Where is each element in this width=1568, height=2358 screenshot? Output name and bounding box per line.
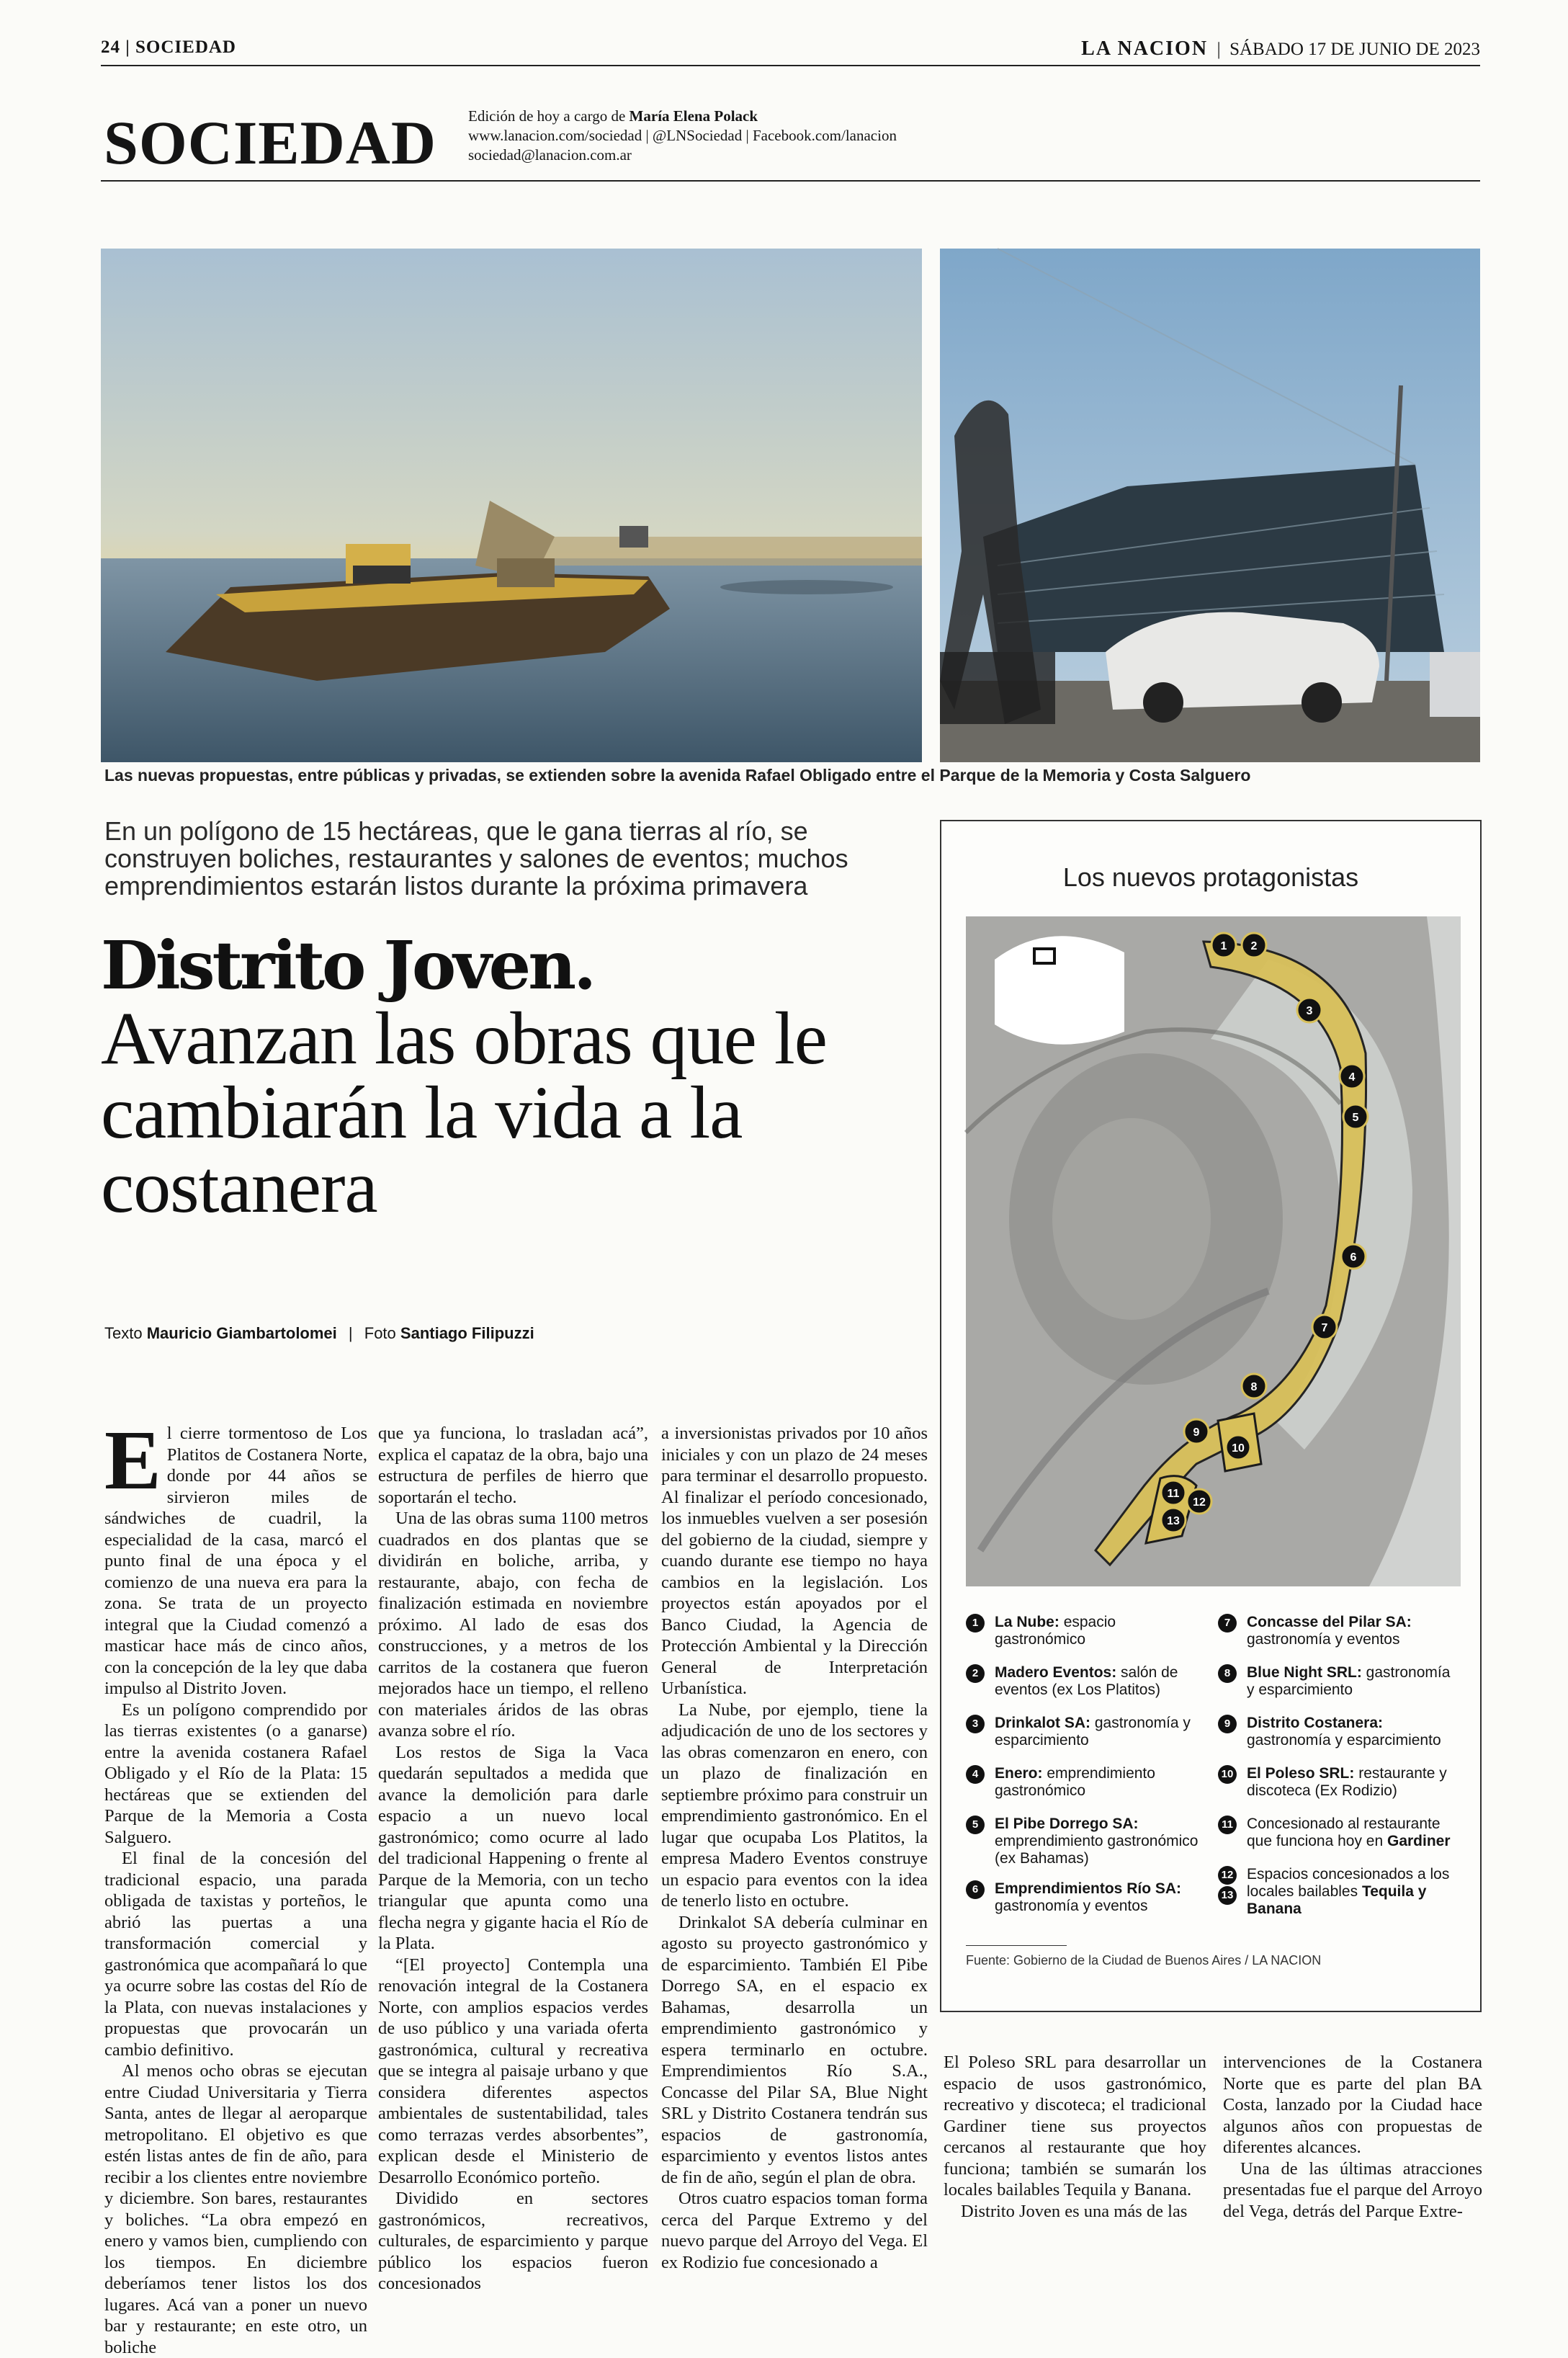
legend-number: 13 <box>1218 1886 1237 1905</box>
article-column-3 <box>661 1423 928 2272</box>
issue-date: SÁBADO 17 DE JUNIO DE 2023 <box>1229 40 1480 59</box>
legend-desc: emprendimiento gastronómico (ex Bahamas) <box>995 1833 1199 1867</box>
article-paragraph: Una de las obras suma 1100 metros cuadrados en dos plantas que se dividirán en boliche, arriba, y restaurante, abajo, con fecha de finalización estimada en noviembre próximo. Al lado de esas dos construcciones, y a metros de los carritos de la costanera que fueron mejorados hace un tiempo, el relleno con materiales áridos de las obras avanza sobre el río. <box>378 1509 648 1741</box>
map-marker-6 <box>1341 1244 1366 1269</box>
marker-label: 3 <box>1306 1005 1313 1017</box>
map-marker-1 <box>1211 933 1236 957</box>
article-paragraph: Otros cuatro espacios toman forma cerca del Parque Extremo y del nuevo parque del Arroyo del Vega. El ex Rodizio fue concesionado a <box>661 2189 928 2272</box>
legend-name: La Nube: <box>995 1614 1059 1630</box>
masthead-date: LA NACION | SÁBADO 17 DE JUNIO DE 2023 <box>1081 37 1480 60</box>
marker-label: 8 <box>1250 1381 1258 1393</box>
byline: Texto Mauricio Giambartolomei | Foto Santiago Filipuzzi <box>104 1324 534 1342</box>
marker-label: 9 <box>1193 1426 1200 1439</box>
aerial-map-svg <box>966 916 1461 1586</box>
paragraph-text: l cierre tormentoso de Los Platitos de Costanera Norte, donde por 44 años se sirvieron miles de sándwiches de cuadril, la especialidad de la casa, marcó el punto final de una época y el comienzo de una nueva era para la zona. Se trata de un proyecto integral que la Ciudad comenzó a masticar hace más de cinco años, con la concepción de la ley que daba impulso al Distrito Joven. <box>104 1424 367 1698</box>
map-marker-10 <box>1226 1435 1250 1460</box>
legend-number: 2 <box>966 1664 985 1683</box>
map-marker-11 <box>1161 1481 1186 1505</box>
infographic-box <box>940 820 1482 2012</box>
legend-desc: Espacios concesionados a los locales bailables <box>1247 1866 1450 1900</box>
article-paragraph: La Nube, por ejemplo, tiene la adjudicación de uno de los sectores y las obras comenzaron en enero, con un plazo de finalización en septiembre próximo para construir un emprendimiento gastronómico. En el lugar que ocupaba Los Platitos, la empresa Madero Eventos construye un espacio para eventos con la idea de tenerlo listo en octubre. <box>661 1700 928 1911</box>
marker-label: 6 <box>1350 1251 1357 1264</box>
legend-number: 6 <box>966 1880 985 1899</box>
article-column-5 <box>1223 2052 1482 2221</box>
article-paragraph: Dividido en sectores gastronómicos, recreativos, culturales, de esparcimiento y parque público los espacios fueron concesionados <box>378 2189 648 2293</box>
article-deck: En un polígono de 15 hectáreas, que le gana tierras al río, se construyen boliches, restaurantes y salones de eventos; muchos emprendimientos estarán listos durante la próxima primavera <box>104 816 848 901</box>
legend-desc: gastronomía y esparcimiento <box>995 1715 1191 1749</box>
byline-author: Mauricio Giambartolomei <box>146 1324 337 1342</box>
legend-name: El Poleso SRL: <box>1247 1765 1355 1782</box>
map-marker-7 <box>1312 1315 1337 1339</box>
running-header <box>101 35 1480 66</box>
legend-number: 8 <box>1218 1664 1237 1683</box>
map-marker-3 <box>1297 998 1322 1022</box>
section-credits <box>468 107 897 165</box>
article-paragraph: El final de la concesión del tradicional espacio, una parada obligada de taxistas y porteños, le abrió las puertas a una transformación comercial y gastronómica que acompañará lo que ya ocurre sobre las costas del Río de la Plata, con nuevas instalaciones y propuestas que provocarán un cambio definitivo. <box>104 1849 367 2060</box>
legend-name: Concasse del Pilar SA: <box>1247 1614 1412 1630</box>
drop-cap: E <box>104 1413 161 1507</box>
edition-prefix: Edición de hoy a cargo de <box>468 107 626 125</box>
legend-number: 5 <box>966 1816 985 1834</box>
legend-number: 9 <box>1218 1715 1237 1733</box>
legend-desc: gastronomía y eventos <box>1247 1631 1400 1648</box>
article-paragraph: que ya funciona, lo trasladan acá”, explica el capataz de la obra, bajo una estructura de perfiles de hierro que soportarán el techo. <box>378 1424 648 1507</box>
photo-pedestrian-car <box>940 249 1480 762</box>
marker-label: 5 <box>1352 1112 1359 1124</box>
legend-bold: Tequila y Banana <box>1247 1883 1427 1917</box>
marker-label: 2 <box>1250 940 1258 952</box>
legend-name: Blue Night SRL: <box>1247 1664 1362 1681</box>
infographic-source <box>966 1945 1463 1968</box>
article-paragraph: “[El proyecto] Contempla una renovación integral de la Costanera Norte, con amplios espacios verdes de uso público y una variada oferta gastronómica, cultural y recreativa que se integra al paisaje urbano y que considera diferentes aspectos ambientales de sustentabilidad, tales como terrazas verdes absorbentes”, explican desde el Ministerio de Desarrollo Económico porteño. <box>378 1955 648 2187</box>
marker-label: 1 <box>1220 940 1227 952</box>
legend-name: Enero: <box>995 1765 1043 1782</box>
map-marker-5 <box>1343 1104 1368 1129</box>
article-paragraph: El Poleso SRL para desarrollar un espacio de usos gastronómico, recreativo y discoteca; el tradicional Gardiner tiene sus proyectos cercanos al restaurante que hoy funciona; también se sumarán los locales bailables Tequila y Banana. <box>944 2053 1206 2200</box>
article-paragraph: intervenciones de la Costanera Norte que es parte del plan BA Costa, lanzado por la Ciudad hace algunos años con propuestas de diferentes alcances. <box>1223 2053 1482 2157</box>
marker-label: 12 <box>1193 1496 1206 1509</box>
photo-construction-river <box>101 249 922 762</box>
running-section: SOCIEDAD <box>135 37 236 57</box>
legend-desc: restaurante y discoteca (Ex Rodizio) <box>1247 1765 1447 1799</box>
map-marker-12 <box>1187 1489 1211 1514</box>
map-marker-8 <box>1242 1374 1266 1398</box>
editor-name: María Elena Polack <box>629 107 758 125</box>
photo-construction-svg <box>101 249 922 762</box>
infographic-title: Los nuevos protagonistas <box>1062 862 1359 892</box>
legend-name: Madero Eventos: <box>995 1664 1117 1681</box>
section-email[interactable]: sociedad@lanacion.com.ar <box>468 146 632 164</box>
article-column-4 <box>944 2052 1206 2221</box>
headline-main: Avanzan las obras que le cambiarán la vida a la costanera <box>101 997 827 1228</box>
marker-label: 7 <box>1321 1322 1328 1334</box>
section-header <box>101 101 1480 182</box>
legend-name: El Pibe Dorrego SA: <box>995 1816 1139 1832</box>
legend-number: 10 <box>1218 1765 1237 1784</box>
article-column-1 <box>104 1413 367 2357</box>
legend-desc: salón de eventos (ex Los Platitos) <box>995 1664 1178 1698</box>
legend-number: 4 <box>966 1765 985 1784</box>
map-marker-2 <box>1242 933 1266 957</box>
legend-desc: gastronomía y esparcimiento <box>1247 1664 1451 1698</box>
masthead: LA NACION <box>1081 37 1209 60</box>
byline-photographer: Santiago Filipuzzi <box>400 1324 534 1342</box>
byline-photo-label: Foto <box>364 1324 396 1342</box>
article-paragraph: Drinkalot SA debería culminar en agosto su proyecto gastronómico y de esparcimiento. También El Pibe Dorrego SA, en el espacio ex Bahamas, desarrolla un emprendimiento gastronómico y espera terminarlo en octubre. Emprendimientos Río S.A., Concasse del Pilar SA, Blue Night SRL y Distrito Costanera tendrán sus espacios de gastronomía, esparcimiento y eventos listos antes de fin de año, según el plan de obra. <box>661 1912 928 2187</box>
legend-desc: gastronomía y esparcimiento <box>1247 1732 1441 1749</box>
article-paragraph <box>104 1413 367 1700</box>
legend-name: Emprendimientos Río SA: <box>995 1880 1182 1897</box>
article-paragraph: Es un polígono comprendido por las tierras existentes (o a ganarse) entre la avenida costanera Rafael Obligado y el Río de la Plata: 15 hectáreas que se extienden del Parque de la Memoria a Costa Salguero. <box>104 1700 367 1847</box>
marker-label: 4 <box>1348 1071 1356 1084</box>
byline-text-label: Texto <box>104 1324 143 1342</box>
article-paragraph: a inversionistas privados por 10 años iniciales y con un plazo de 24 meses para terminar el desarrollo propuesto. Al finalizar el período concesionado, los inmuebles vuelven a ser posesión del gobierno de la ciudad, siempre y cuando durante ese tiempo no haya cambios en la legislación. Los proyectos están apoyados por el Banco Ciudad, la Agencia de Protección Ambiental y la Dirección General de Interpretación Urbanística. <box>661 1424 928 1698</box>
map-marker-13 <box>1161 1508 1186 1532</box>
headline-kicker: Distrito Joven. <box>101 926 594 1004</box>
legend-number: 3 <box>966 1715 985 1733</box>
map-marker-9 <box>1184 1419 1209 1444</box>
map-legend <box>966 1614 1463 1931</box>
legend-name: Distrito Costanera: <box>1247 1715 1384 1731</box>
article-headline <box>101 926 936 1228</box>
legend-number: 11 <box>1218 1816 1237 1834</box>
article-paragraph: Los restos de Siga la Vaca quedarán sepultados a medida que avance la demolición para darle espacio a un nuevo local gastronómico; como ocurre al lado del tradicional Happening o frente al Parque de la Memoria, con un techo triangular que apunta como una flecha negra y gigante hacia el Río de la Plata. <box>378 1742 648 1953</box>
legend-name: Drinkalot SA: <box>995 1715 1091 1731</box>
article-paragraph: Al menos ocho obras se ejecutan entre Ciudad Universitaria y Tierra Santa, antes de llegar al aeroparque metropolitano. El objetivo es que estén listas antes de fin de año, para recibir a los clientes entre noviembre y diciembre. Son bares, restaurantes y boliches. “La obra empezó en enero y vamos bien, cumpliendo con los tiempos. En diciembre deberíamos tener listos los dos lugares. Acá van a poner un nuevo bar y restaurante; en este otro, un boliche <box>104 2061 367 2357</box>
marker-label: 10 <box>1232 1442 1245 1455</box>
photo-caption: Las nuevas propuestas, entre públicas y privadas, se extienden sobre la avenida Rafael Obligado entre el Parque de la Memoria y Costa Salguero <box>104 766 1251 785</box>
aerial-map <box>966 916 1461 1586</box>
legend-number: 1 <box>966 1614 985 1633</box>
legend-desc: gastronomía y eventos <box>995 1898 1148 1914</box>
article-paragraph: Una de las últimas atracciones presentadas fue el parque del Arroyo del Vega, detrás del Parque Extre- <box>1223 2158 1482 2221</box>
marker-label: 13 <box>1167 1515 1180 1527</box>
map-marker-4 <box>1340 1064 1364 1089</box>
legend-desc: espacio gastronómico <box>995 1614 1116 1648</box>
section-links[interactable]: www.lanacion.com/sociedad | @LNSociedad | Facebook.com/lanacion <box>468 127 897 144</box>
article-paragraph: Distrito Joven es una más de las <box>961 2201 1188 2221</box>
source-rule <box>966 1945 1067 1946</box>
page-number: 24 | SOCIEDAD <box>101 37 236 57</box>
article-column-2 <box>378 1423 648 2293</box>
legend-number: 12 <box>1218 1866 1237 1885</box>
photo-street-svg <box>940 249 1480 762</box>
legend-desc: emprendimiento gastronómico <box>995 1765 1155 1799</box>
marker-label: 11 <box>1167 1488 1180 1500</box>
section-title: SOCIEDAD <box>104 108 436 177</box>
map-inset-white <box>995 936 1124 1045</box>
source-text: Fuente: Gobierno de la Ciudad de Buenos Aires / LA NACION <box>966 1953 1322 1968</box>
legend-number: 7 <box>1218 1614 1237 1633</box>
legend-bold: Gardiner <box>1387 1833 1451 1849</box>
legend-desc: Concesionado al restaurante que funciona hoy en <box>1247 1816 1441 1849</box>
